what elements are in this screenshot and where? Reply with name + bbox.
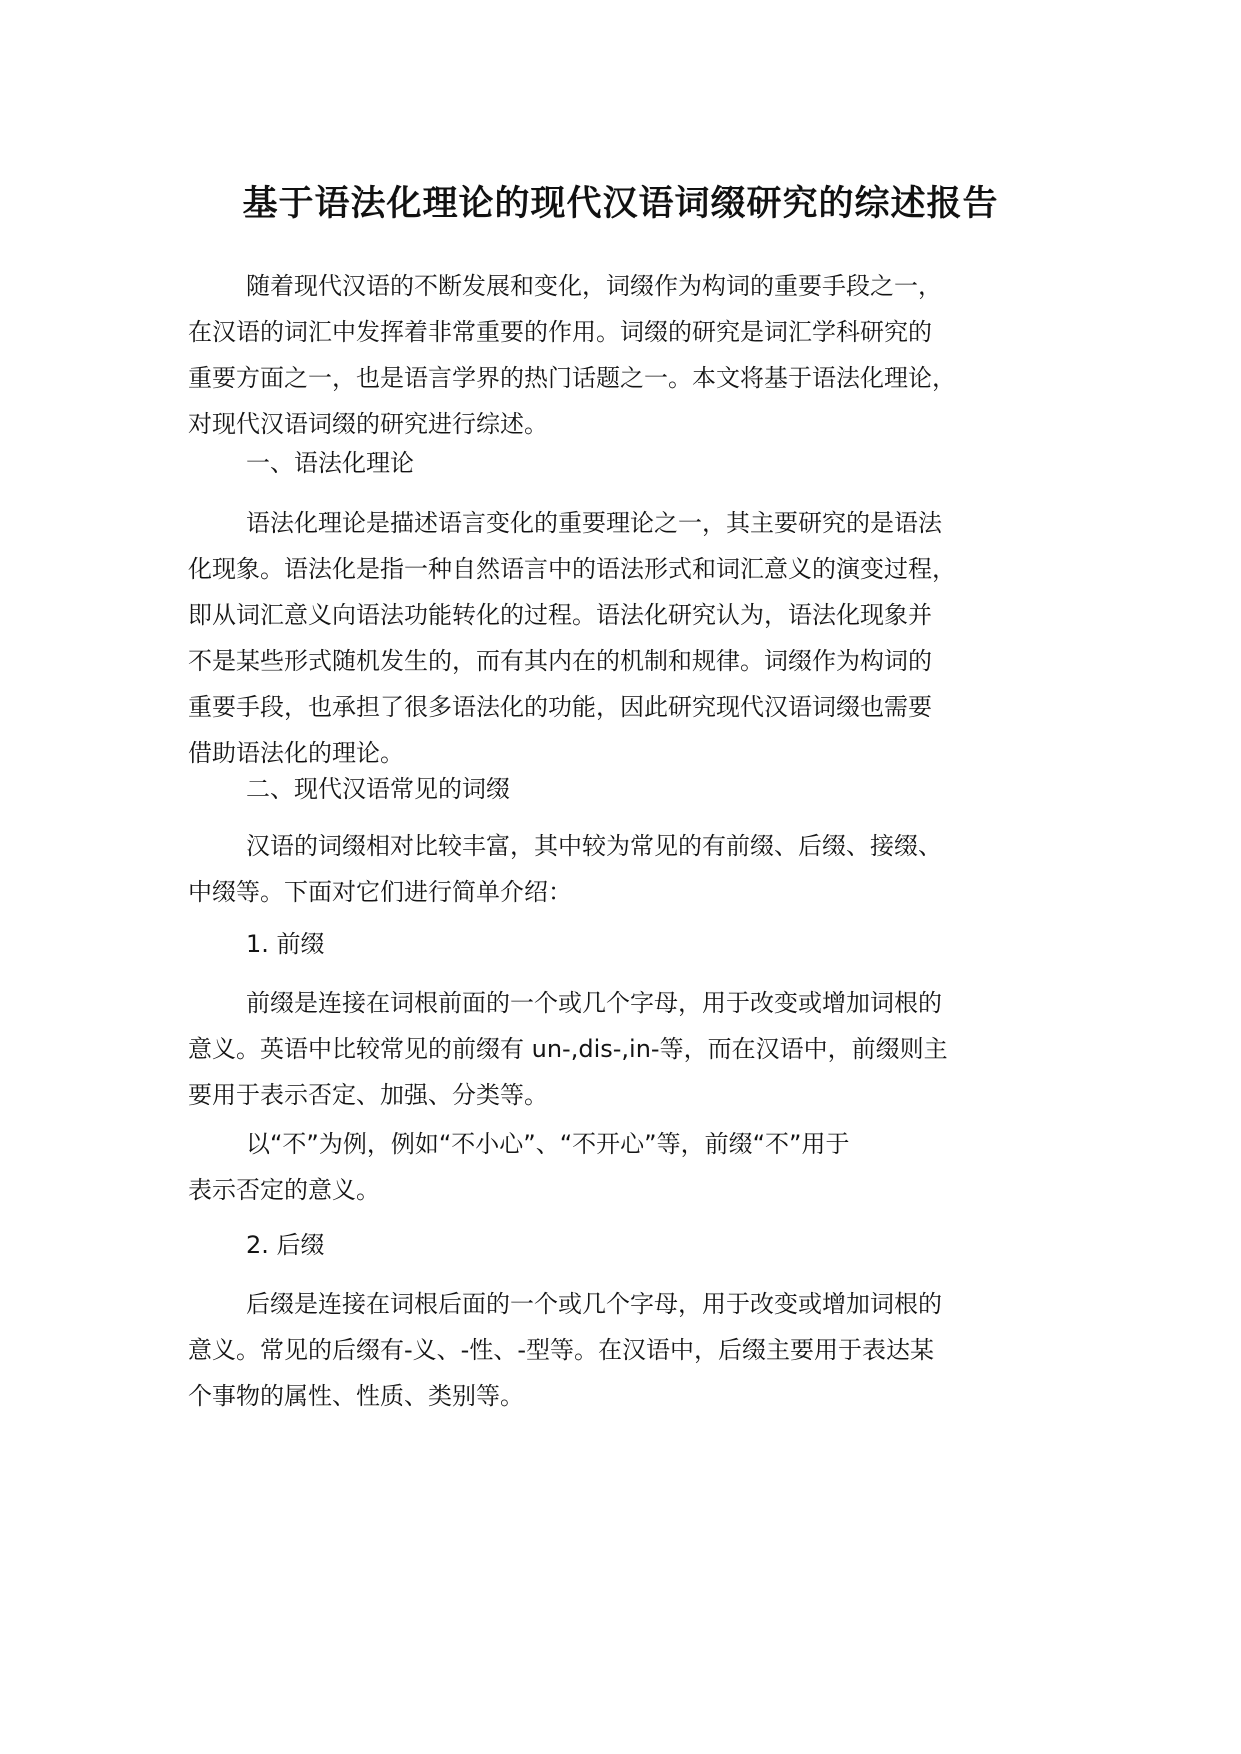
paragraph-line: 表示否定的意义。 bbox=[188, 1176, 380, 1204]
paragraph-line: 汉语的词缀相对比较丰富，其中较为常见的有前缀、后缀、接缀、 bbox=[246, 832, 942, 860]
document-title: 基于语法化理论的现代汉语词缀研究的综述报告 bbox=[242, 184, 999, 224]
paragraph-line: 意义。英语中比较常见的前缀有 un-,dis-,in-等，而在汉语中，前缀则主 bbox=[188, 1035, 948, 1063]
suffix-description-paragraph bbox=[188, 1281, 1088, 1419]
intro-paragraph bbox=[188, 263, 1088, 447]
paragraph-line: 语法化理论是描述语言变化的重要理论之一，其主要研究的是语法 bbox=[246, 509, 942, 537]
paragraph-line: 个事物的属性、性质、类别等。 bbox=[188, 1382, 524, 1410]
prefix-example-paragraph bbox=[188, 1121, 1088, 1213]
paragraph-line: 对现代汉语词缀的研究进行综述。 bbox=[188, 410, 548, 438]
heading-text: 1. 前缀 bbox=[246, 930, 325, 958]
section-heading-2 bbox=[188, 766, 1088, 812]
paragraph-line: 前缀是连接在词根前面的一个或几个字母，用于改变或增加词根的 bbox=[246, 989, 942, 1017]
heading-text: 二、现代汉语常见的词缀 bbox=[246, 775, 510, 803]
heading-text: 一、语法化理论 bbox=[246, 449, 414, 477]
paragraph-line: 重要手段，也承担了很多语法化的功能，因此研究现代汉语词缀也需要 bbox=[188, 693, 932, 721]
subsection-heading-suffix bbox=[188, 1222, 1088, 1268]
grammaticalization-paragraph bbox=[188, 500, 1088, 776]
paragraph-line: 借助语法化的理论。 bbox=[188, 739, 404, 767]
paragraph-line: 要用于表示否定、加强、分类等。 bbox=[188, 1081, 548, 1109]
heading-text: 2. 后缀 bbox=[246, 1231, 325, 1259]
paragraph-line: 即从词汇意义向语法功能转化的过程。语法化研究认为，语法化现象并 bbox=[188, 601, 932, 629]
paragraph-line: 在汉语的词汇中发挥着非常重要的作用。词缀的研究是词汇学科研究的 bbox=[188, 318, 932, 346]
paragraph-line: 后缀是连接在词根后面的一个或几个字母，用于改变或增加词根的 bbox=[246, 1290, 942, 1318]
paragraph-line: 意义。常见的后缀有-义、-性、-型等。在汉语中，后缀主要用于表达某 bbox=[188, 1336, 934, 1364]
paragraph-line: 重要方面之一，也是语言学界的热门话题之一。本文将基于语法化理论， bbox=[188, 364, 956, 392]
paragraph-line: 化现象。语法化是指一种自然语言中的语法形式和词汇意义的演变过程， bbox=[188, 555, 956, 583]
paragraph-line: 随着现代汉语的不断发展和变化，词缀作为构词的重要手段之一， bbox=[246, 272, 942, 300]
prefix-description-paragraph bbox=[188, 980, 1088, 1118]
paragraph-line: 中缀等。下面对它们进行简单介绍： bbox=[188, 878, 572, 906]
paragraph-line: 以“不”为例，例如“不小心”、“不开心”等，前缀“不”用于 bbox=[246, 1130, 850, 1158]
subsection-heading-prefix bbox=[188, 921, 1088, 967]
common-affixes-paragraph bbox=[188, 823, 1088, 915]
paragraph-line: 不是某些形式随机发生的，而有其内在的机制和规律。词缀作为构词的 bbox=[188, 647, 932, 675]
section-heading-1 bbox=[188, 440, 1088, 486]
